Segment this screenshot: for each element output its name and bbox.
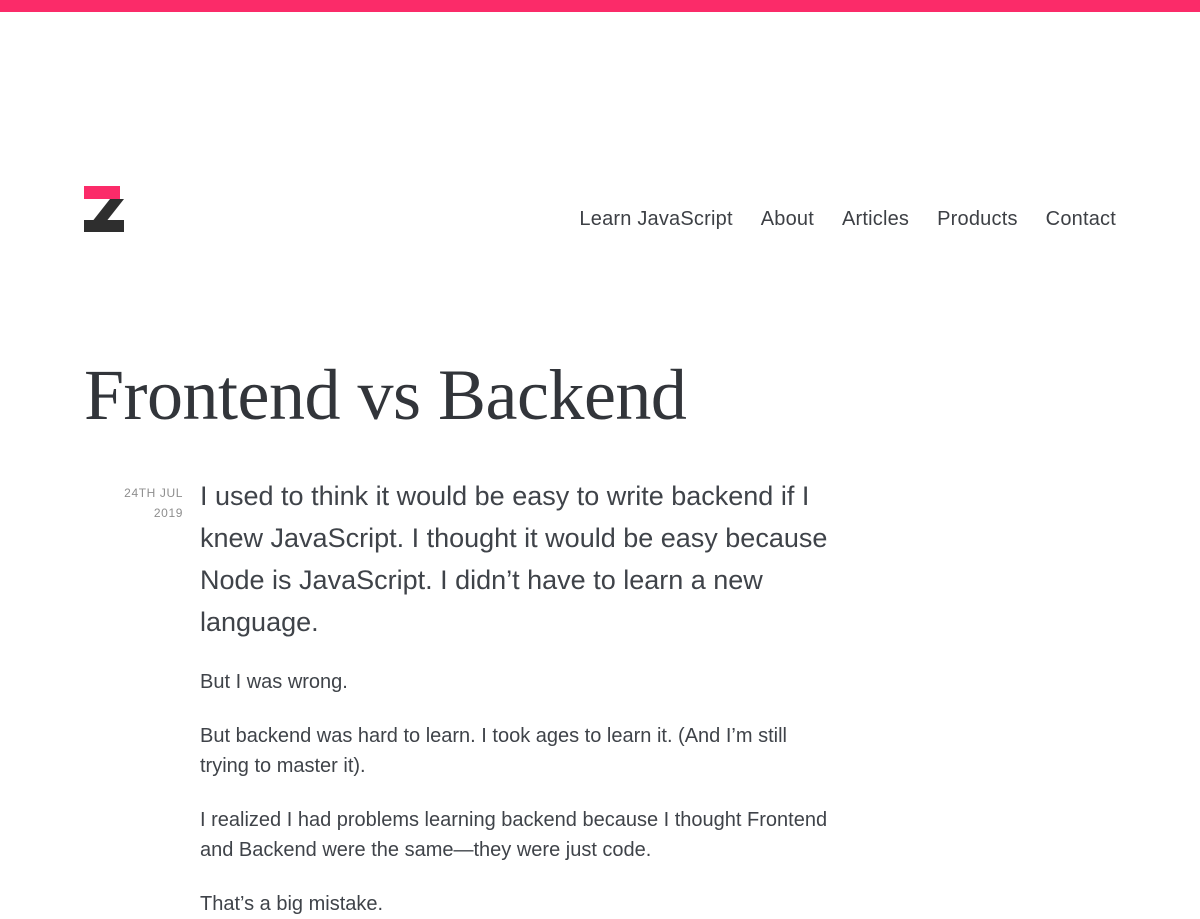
nav-item-learn-javascript[interactable]: Learn JavaScript (579, 208, 733, 230)
article-paragraph: But backend was hard to learn. I took ages to learn it. (And I’m still trying to master it). (200, 725, 787, 778)
nav-item-contact[interactable]: Contact (1045, 208, 1116, 230)
article-paragraph: That’s a big mistake. (200, 893, 384, 916)
article-lead-paragraph: I used to think it would be easy to write backend if I knew JavaScript. I thought it would be easy because Node is JavaScript. I didn’t have to learn a new language. (200, 481, 828, 638)
main-nav (579, 208, 1116, 231)
nav-item-articles[interactable]: Articles (841, 208, 910, 230)
nav-item-products[interactable]: Products (937, 208, 1018, 230)
article (84, 475, 1116, 919)
article-date-day-month: 24TH JUL (124, 486, 183, 501)
z-logo-icon (84, 186, 124, 232)
nav-item-about[interactable]: About (760, 208, 814, 230)
article-date-year: 2019 (153, 506, 183, 521)
article-date (84, 475, 183, 919)
article-paragraph: I realized I had problems learning backend because I thought Frontend and Backend were the same—they were just code. (200, 809, 828, 862)
site-logo[interactable] (84, 186, 124, 232)
site-header (84, 12, 1116, 232)
article-title: Frontend vs Backend (84, 355, 687, 435)
article-body (200, 475, 832, 919)
top-accent-bar (0, 0, 1200, 12)
page-container (84, 12, 1116, 919)
article-paragraph: But I was wrong. (200, 671, 348, 694)
